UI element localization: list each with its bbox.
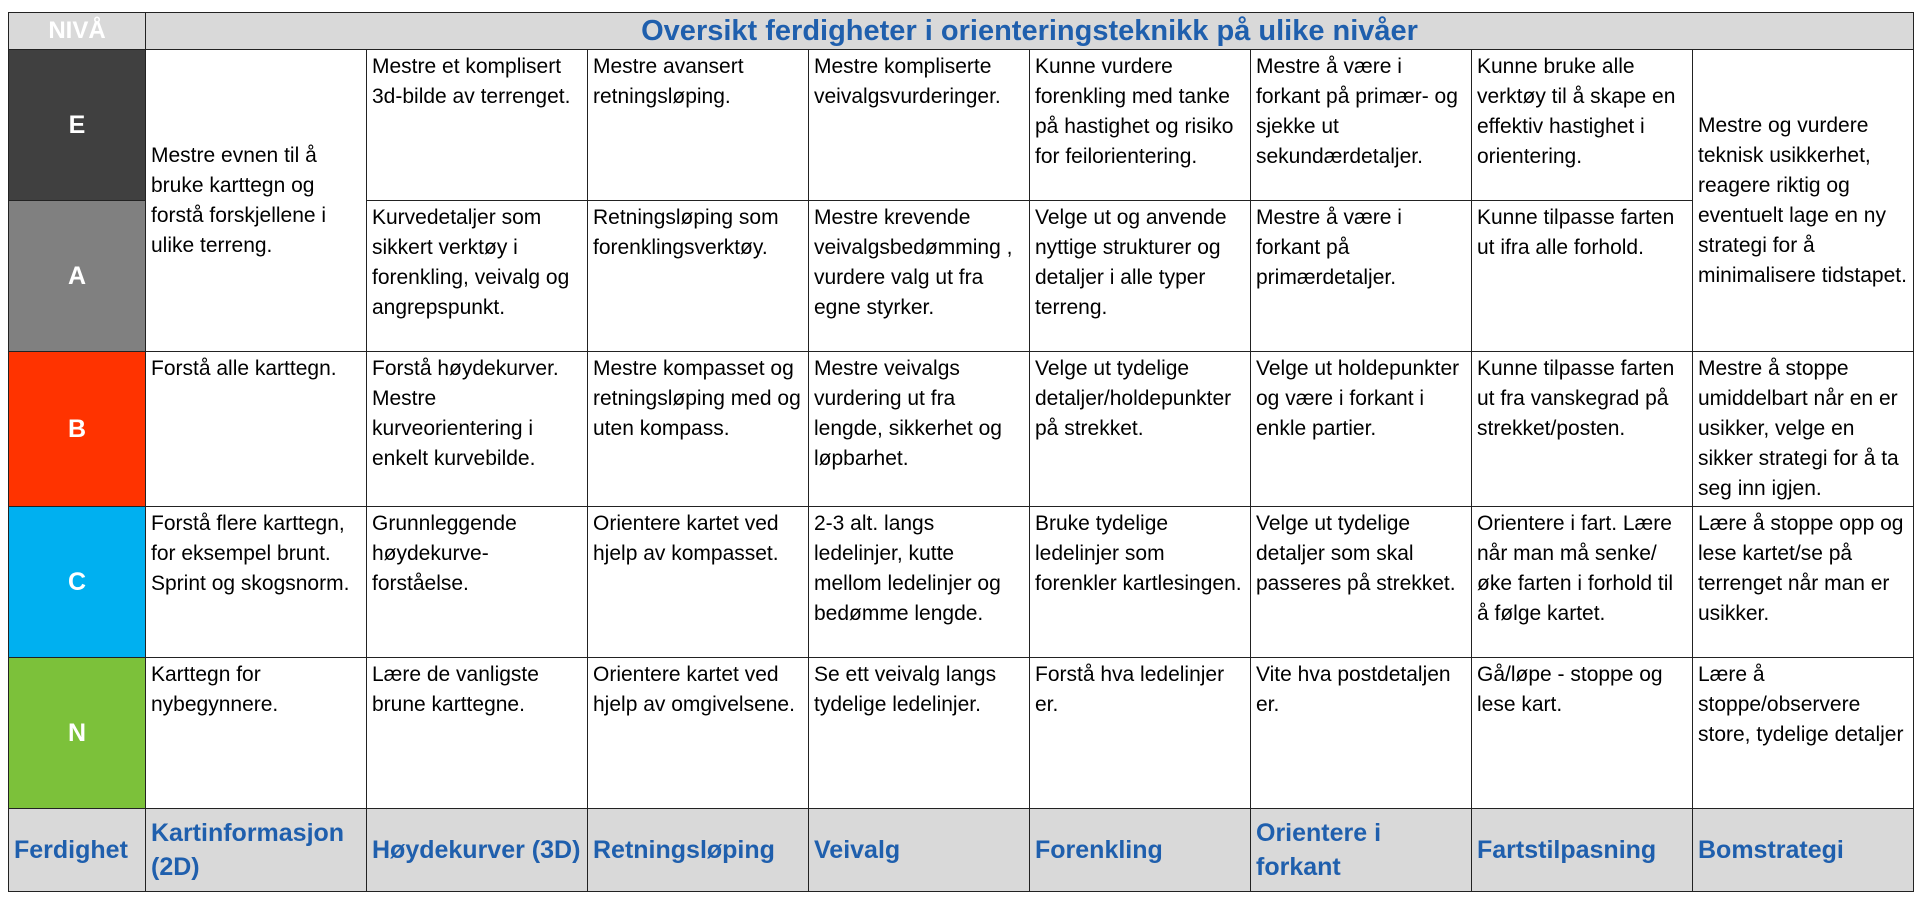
cell-retningslaping-a: Retningsløping som forenklingsverktøy. <box>588 201 809 352</box>
cell-veivalg-a: Mestre krevende veivalgsbedømming , vurdere valg ut fra egne styrker. <box>809 201 1030 352</box>
level-e-label: E <box>9 50 146 201</box>
level-n-label: N <box>9 658 146 809</box>
header-row <box>9 13 1914 50</box>
cell-retningslaping-c: Orientere kartet ved hjelp av kompasset. <box>588 507 809 658</box>
cell-forenkling-e: Kunne vurdere forenkling med tanke på hastighet og risiko for feilorientering. <box>1030 50 1251 201</box>
cell-veivalg-e: Mestre kompliserte veivalgsvurderinger. <box>809 50 1030 201</box>
cell-kartinformasjon-b: Forstå alle karttegn. <box>146 352 367 507</box>
skills-table <box>8 12 1914 892</box>
cell-forkant-b: Velge ut holdepunkter og være i forkant i enkle partier. <box>1251 352 1472 507</box>
cell-fartstilpasning-b: Kunne tilpasse farten ut fra vanskegrad på strekket/posten. <box>1472 352 1693 507</box>
cell-retningslaping-e: Mestre avansert retningsløping. <box>588 50 809 201</box>
cell-bomstrategi-c: Lære å stoppe opp og lese kartet/se på terrenget når man er usikker. <box>1693 507 1914 658</box>
cell-veivalg-c: 2-3 alt. langs ledelinjer, kutte mellom ledelinjer og bedømme lengde. <box>809 507 1030 658</box>
level-b-label: B <box>9 352 146 507</box>
cell-retningslaping-n: Orientere kartet ved hjelp av omgivelsene. <box>588 658 809 809</box>
cell-veivalg-n: Se ett veivalg langs tydelige ledelinjer. <box>809 658 1030 809</box>
table-row <box>9 658 1914 809</box>
cell-forenkling-c: Bruke tydelige ledelinjer som forenkler kartlesingen. <box>1030 507 1251 658</box>
cell-bomstrategi-n: Lære å stoppe/observere store, tydelige detaljer <box>1693 658 1914 809</box>
cell-bomstrategi-b: Mestre å stoppe umiddelbart når en er usikker, velge en sikker strategi for å ta seg inn igjen. <box>1693 352 1914 507</box>
cell-fartstilpasning-e: Kunne bruke alle verktøy til å skape en effektiv hastighet i orientering. <box>1472 50 1693 201</box>
cell-forenkling-n: Forstå hva ledelinjer er. <box>1030 658 1251 809</box>
cell-fartstilpasning-c: Orientere i fart. Lære når man må senke/øke farten i forhold til å følge kartet. <box>1472 507 1693 658</box>
footer-veivalg: Veivalg <box>809 809 1030 892</box>
level-c-label: C <box>9 507 146 658</box>
footer-forenkling: Forenkling <box>1030 809 1251 892</box>
cell-forenkling-b: Velge ut tydelige detaljer/holdepunkter på strekket. <box>1030 352 1251 507</box>
cell-veivalg-b: Mestre veivalgs vurdering ut fra lengde, sikkerhet og løpbarhet. <box>809 352 1030 507</box>
footer-bomstrategi: Bomstrategi <box>1693 809 1914 892</box>
cell-kartinformasjon-c: Forstå flere karttegn, for eksempel brunt. Sprint og skogsnorm. <box>146 507 367 658</box>
cell-kartinformasjon-ea: Mestre evnen til å bruke karttegn og forstå forskjellene i ulike terreng. <box>146 50 367 352</box>
cell-retningslaping-b: Mestre kompasset og retningsløping med og uten kompass. <box>588 352 809 507</box>
footer-fartstilpasning: Fartstilpasning <box>1472 809 1693 892</box>
footer-hoydekurver: Høydekurver (3D) <box>367 809 588 892</box>
cell-hoydekurver-b: Forstå høydekurver. Mestre kurveorientering i enkelt kurvebilde. <box>367 352 588 507</box>
footer-row <box>9 809 1914 892</box>
cell-forkant-e: Mestre å være i forkant på primær- og sjekke ut sekundærdetaljer. <box>1251 50 1472 201</box>
cell-hoydekurver-e: Mestre et komplisert 3d-bilde av terrenget. <box>367 50 588 201</box>
footer-ferdighet: Ferdighet <box>9 809 146 892</box>
cell-forkant-a: Mestre å være i forkant på primærdetaljer. <box>1251 201 1472 352</box>
cell-hoydekurver-n: Lære de vanligste brune karttegne. <box>367 658 588 809</box>
footer-retningslaping: Retningsløping <box>588 809 809 892</box>
cell-forkant-n: Vite hva postdetaljen er. <box>1251 658 1472 809</box>
level-a-label: A <box>9 201 146 352</box>
cell-fartstilpasning-n: Gå/løpe - stoppe og lese kart. <box>1472 658 1693 809</box>
table-row <box>9 507 1914 658</box>
cell-fartstilpasning-a: Kunne tilpasse farten ut ifra alle forhold. <box>1472 201 1693 352</box>
footer-kartinformasjon: Kartinformasjon (2D) <box>146 809 367 892</box>
table-title: Oversikt ferdigheter i orienteringsteknikk på ulike nivåer <box>146 13 1914 50</box>
cell-hoydekurver-a: Kurvedetaljer som sikkert verktøy i forenkling, veivalg og angrepspunkt. <box>367 201 588 352</box>
cell-forkant-c: Velge ut tydelige detaljer som skal passeres på strekket. <box>1251 507 1472 658</box>
table-row <box>9 50 1914 201</box>
footer-forkant: Orientere i forkant <box>1251 809 1472 892</box>
level-column-header: NIVÅ <box>9 13 146 50</box>
cell-kartinformasjon-n: Karttegn for nybegynnere. <box>146 658 367 809</box>
table-row <box>9 352 1914 507</box>
cell-forenkling-a: Velge ut og anvende nyttige strukturer og detaljer i alle typer terreng. <box>1030 201 1251 352</box>
cell-bomstrategi-ea: Mestre og vurdere teknisk usikkerhet, reagere riktig og eventuelt lage en ny strategi for å minimalisere tidstapet. <box>1693 50 1914 352</box>
cell-hoydekurver-c: Grunnleggende høydekurve-forståelse. <box>367 507 588 658</box>
